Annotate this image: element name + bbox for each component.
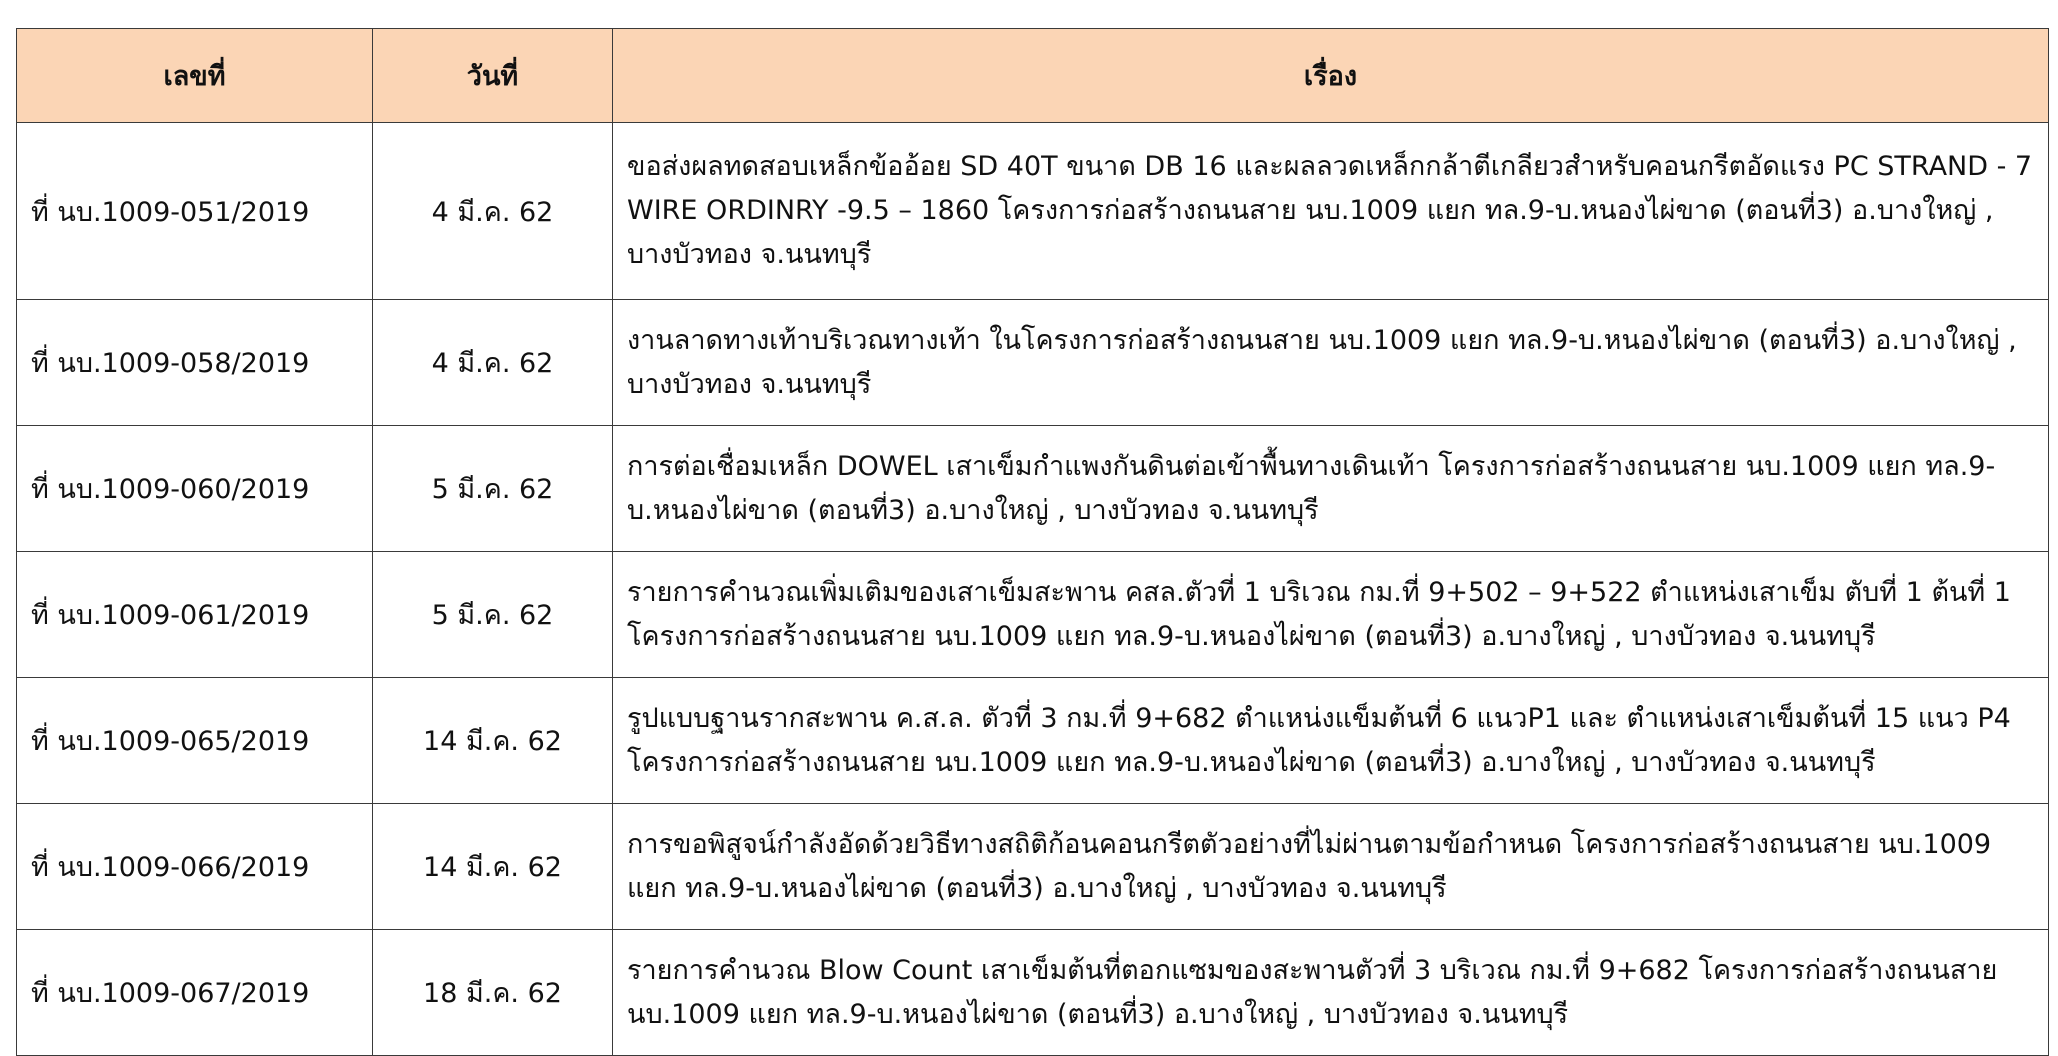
table-row	[17, 552, 2049, 678]
letter-subject-cell: ขอส่งผลทดสอบเหล็กข้ออ้อย SD 40T ขนาด DB 16 และผลลวดเหล็กกล้าตีเกลียวสำหรับคอนกรีตอัดแรง PC STRAND - 7 WIRE ORDINRY -9.5 – 1860 โครงการก่อสร้างถนนสาย นบ.1009 แยก ทล.9-บ.หนองไผ่ขาด (ตอนที่3) อ.บางใหญ่ , บางบัวทอง จ.นนทบุรี	[613, 123, 2049, 300]
letter-subject-cell: รายการคำนวณ Blow Count เสาเข็มต้นที่ตอกแซมของสะพานตัวที่ 3 บริเวณ กม.ที่ 9+682 โครงการก่อสร้างถนนสาย นบ.1009 แยก ทล.9-บ.หนองไผ่ขาด (ตอนที่3) อ.บางใหญ่ , บางบัวทอง จ.นนทบุรี	[613, 930, 2049, 1056]
letter-date-cell: 4 มี.ค. 62	[373, 123, 613, 300]
table-header-row	[17, 29, 2049, 123]
letter-subject-cell: การขอพิสูจน์กำลังอัดด้วยวิธีทางสถิติก้อนคอนกรีตตัวอย่างที่ไม่ผ่านตามข้อกำหนด โครงการก่อสร้างถนนสาย นบ.1009 แยก ทล.9-บ.หนองไผ่ขาด (ตอนที่3) อ.บางใหญ่ , บางบัวทอง จ.นนทบุรี	[613, 804, 2049, 930]
letter-number-cell: ที่ นบ.1009-058/2019	[17, 300, 373, 426]
table-row	[17, 300, 2049, 426]
document-letters-table	[16, 28, 2049, 1056]
letter-date-cell: 14 มี.ค. 62	[373, 678, 613, 804]
letter-number-cell: ที่ นบ.1009-066/2019	[17, 804, 373, 930]
table-header	[17, 29, 2049, 123]
letter-subject-cell: รูปแบบฐานรากสะพาน ค.ส.ล. ตัวที่ 3 กม.ที่ 9+682 ตำแหน่งแข็มต้นที่ 6 แนวP1 และ ตำแหน่งเสาเข็มต้นที่ 15 แนว P4 โครงการก่อสร้างถนนสาย นบ.1009 แยก ทล.9-บ.หนองไผ่ขาด (ตอนที่3) อ.บางใหญ่ , บางบัวทอง จ.นนทบุรี	[613, 678, 2049, 804]
table-body	[17, 123, 2049, 1056]
table-row	[17, 426, 2049, 552]
letter-subject-cell: การต่อเชื่อมเหล็ก DOWEL เสาเข็มกำแพงกันดินต่อเข้าพื้นทางเดินเท้า โครงการก่อสร้างถนนสาย นบ.1009 แยก ทล.9-บ.หนองไผ่ขาด (ตอนที่3) อ.บางใหญ่ , บางบัวทอง จ.นนทบุรี	[613, 426, 2049, 552]
column-header-number: เลขที่	[17, 29, 373, 123]
letter-date-cell: 18 มี.ค. 62	[373, 930, 613, 1056]
letter-number-cell: ที่ นบ.1009-067/2019	[17, 930, 373, 1056]
table-row	[17, 678, 2049, 804]
letter-number-cell: ที่ นบ.1009-051/2019	[17, 123, 373, 300]
letter-date-cell: 14 มี.ค. 62	[373, 804, 613, 930]
table-row	[17, 804, 2049, 930]
letter-number-cell: ที่ นบ.1009-065/2019	[17, 678, 373, 804]
table-row	[17, 123, 2049, 300]
column-header-date: วันที่	[373, 29, 613, 123]
letter-subject-cell: งานลาดทางเท้าบริเวณทางเท้า ในโครงการก่อสร้างถนนสาย นบ.1009 แยก ทล.9-บ.หนองไผ่ขาด (ตอนที่3) อ.บางใหญ่ , บางบัวทอง จ.นนทบุรี	[613, 300, 2049, 426]
column-header-subject: เรื่อง	[613, 29, 2049, 123]
letter-date-cell: 5 มี.ค. 62	[373, 426, 613, 552]
letter-number-cell: ที่ นบ.1009-061/2019	[17, 552, 373, 678]
letter-subject-cell: รายการคำนวณเพิ่มเติมของเสาเข็มสะพาน คสล.ตัวที่ 1 บริเวณ กม.ที่ 9+502 – 9+522 ตำแหน่งเสาเข็ม ตับที่ 1 ต้นที่ 1 โครงการก่อสร้างถนนสาย นบ.1009 แยก ทล.9-บ.หนองไผ่ขาด (ตอนที่3) อ.บางใหญ่ , บางบัวทอง จ.นนทบุรี	[613, 552, 2049, 678]
letter-number-cell: ที่ นบ.1009-060/2019	[17, 426, 373, 552]
letter-date-cell: 5 มี.ค. 62	[373, 552, 613, 678]
table-row	[17, 930, 2049, 1056]
letter-date-cell: 4 มี.ค. 62	[373, 300, 613, 426]
